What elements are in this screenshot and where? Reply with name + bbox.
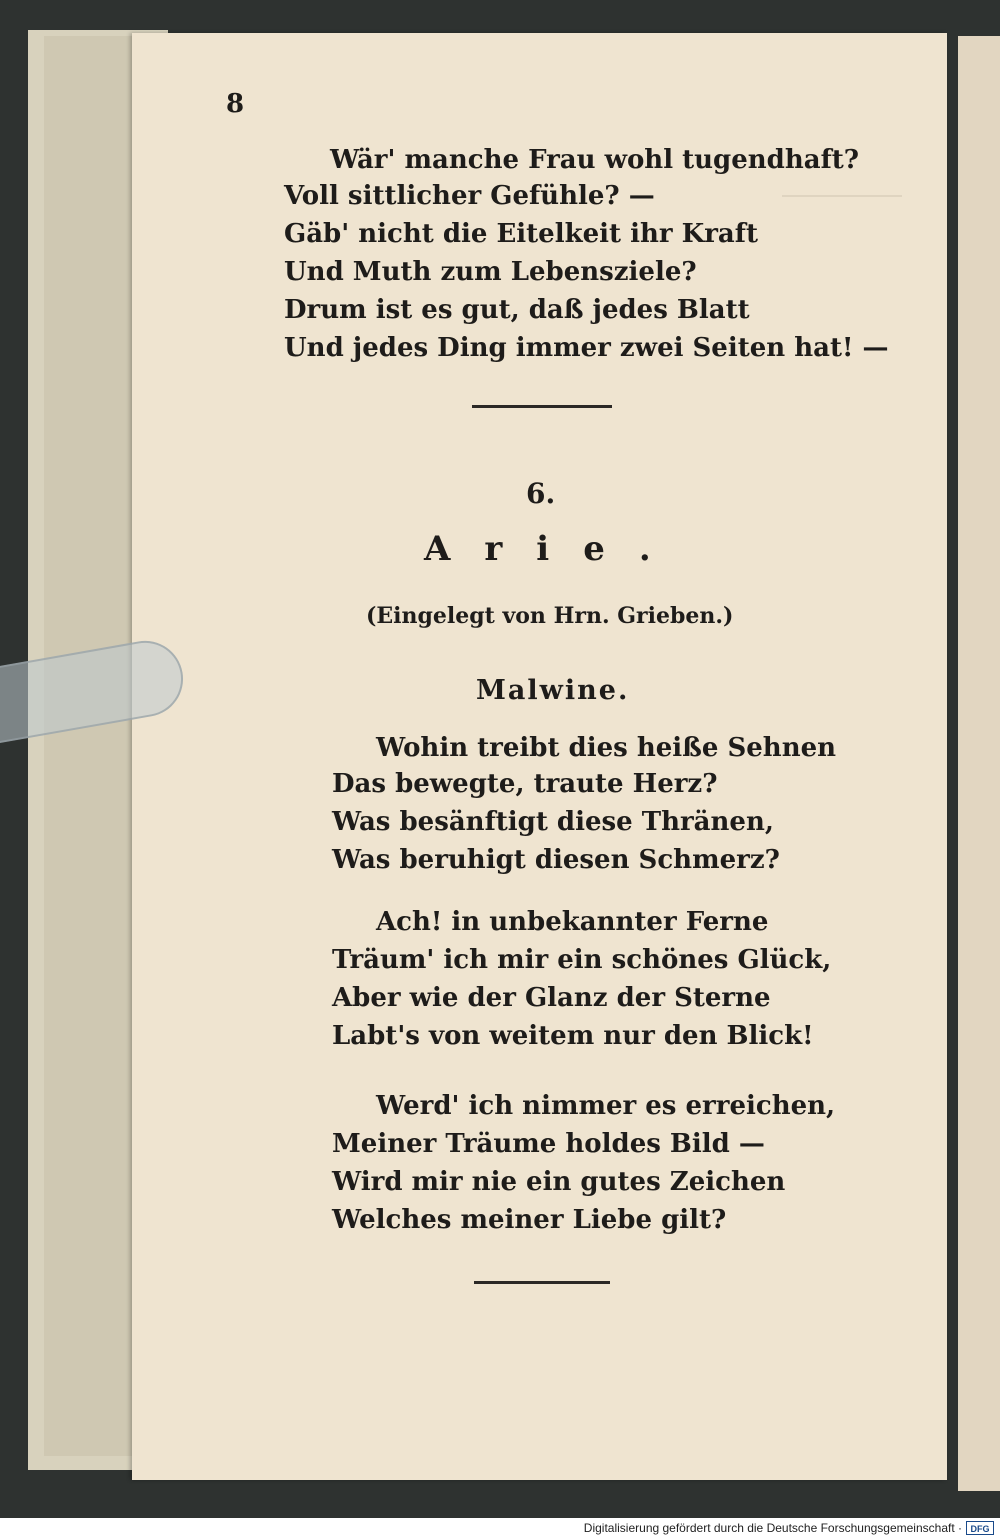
stanza-1-line-1: Wär' manche Frau wohl tugendhaft? — [330, 145, 860, 175]
stanza-2-line-3: Was besänftigt diese Thränen, — [332, 807, 774, 837]
stanza-3-line-1: Ach! in unbekannter Ferne — [376, 907, 769, 937]
section-divider-bottom — [474, 1281, 610, 1284]
section-number: 6. — [526, 477, 556, 510]
stanza-2-line-2: Das bewegte, traute Herz? — [332, 769, 718, 799]
stanza-4-line-2: Meiner Träume holdes Bild — — [332, 1129, 765, 1159]
stanza-1-line-6: Und jedes Ding immer zwei Seiten hat! — — [284, 333, 889, 363]
page-number: 8 — [226, 89, 245, 119]
stanza-4-line-3: Wird mir nie ein gutes Zeichen — [332, 1167, 786, 1197]
bleed-through — [782, 195, 902, 197]
stanza-3-line-2: Träum' ich mir ein schönes Glück, — [332, 945, 832, 975]
digitization-footer — [0, 1518, 1000, 1538]
section-title: Arie. — [424, 529, 685, 569]
stanza-3-line-4: Labt's von weitem nur den Blick! — [332, 1021, 814, 1051]
stanza-1-line-4: Und Muth zum Lebensziele? — [284, 257, 697, 287]
section-divider-top — [472, 405, 612, 408]
stanza-2-line-1: Wohin treibt dies heiße Sehnen — [376, 733, 837, 763]
stanza-4-line-1: Werd' ich nimmer es erreichen, — [376, 1091, 836, 1121]
stanza-4-line-4: Welches meiner Liebe gilt? — [332, 1205, 727, 1235]
stanza-2-line-4: Was beruhigt diesen Schmerz? — [332, 845, 780, 875]
book-page — [132, 33, 947, 1480]
footer-credit: Digitalisierung gefördert durch die Deutsche Forschungsgemeinschaft · — [583, 1521, 962, 1535]
dfg-logo-icon: DFG — [966, 1521, 994, 1535]
section-note: (Eingelegt von Hrn. Grieben.) — [366, 603, 734, 629]
speaker-name: Malwine. — [476, 675, 630, 706]
stanza-1-line-2: Voll sittlicher Gefühle? — — [284, 181, 655, 211]
stanza-3-line-3: Aber wie der Glanz der Sterne — [332, 983, 771, 1013]
stanza-1-line-5: Drum ist es gut, daß jedes Blatt — [284, 295, 750, 325]
stanza-1-line-3: Gäb' nicht die Eitelkeit ihr Kraft — [284, 219, 758, 249]
facing-page-edge — [958, 36, 1000, 1491]
